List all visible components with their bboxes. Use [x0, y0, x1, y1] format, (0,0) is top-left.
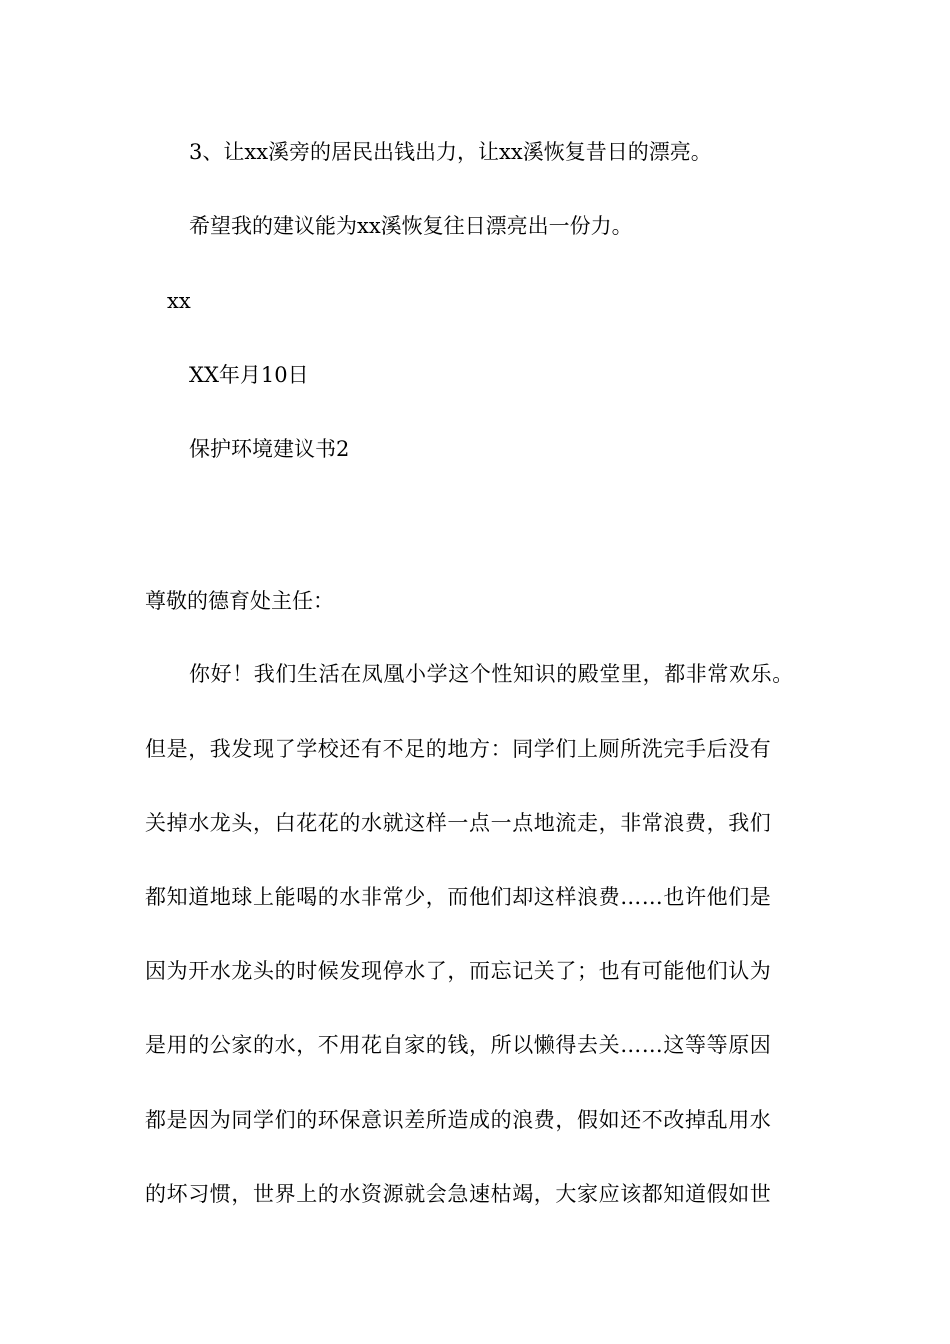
- date-line: XX年月10日: [189, 363, 309, 387]
- body-paragraph-line: 都是因为同学们的环保意识差所造成的浪费，假如还不改掉乱用水: [145, 1108, 772, 1132]
- signature: xx: [167, 289, 191, 313]
- salutation: 尊敬的德育处主任：: [145, 589, 334, 613]
- section-title: 保护环境建议书2: [189, 437, 350, 461]
- body-paragraph-line: 但是，我发现了学校还有不足的地方：同学们上厕所洗完手后没有: [145, 737, 772, 761]
- body-paragraph-line: 你好！我们生活在凤凰小学这个性知识的殿堂里，都非常欢乐。: [189, 662, 794, 686]
- body-paragraph-line: 是用的公家的水，不用花自家的钱，所以懒得去关……这等等原因: [145, 1033, 772, 1057]
- suggestion-item-3: 3、让xx溪旁的居民出钱出力，让xx溪恢复昔日的漂亮。: [189, 140, 712, 164]
- body-paragraph-line: 的坏习惯，世界上的水资源就会急速枯竭，大家应该都知道假如世: [145, 1182, 772, 1206]
- body-paragraph-line: 都知道地球上能喝的水非常少，而他们却这样浪费……也许他们是: [145, 885, 772, 909]
- closing-wish: 希望我的建议能为xx溪恢复往日漂亮出一份力。: [189, 214, 633, 238]
- body-paragraph-line: 因为开水龙头的时候发现停水了，而忘记关了；也有可能他们认为: [145, 959, 772, 983]
- body-paragraph-line: 关掉水龙头，白花花的水就这样一点一点地流走，非常浪费，我们: [145, 811, 772, 835]
